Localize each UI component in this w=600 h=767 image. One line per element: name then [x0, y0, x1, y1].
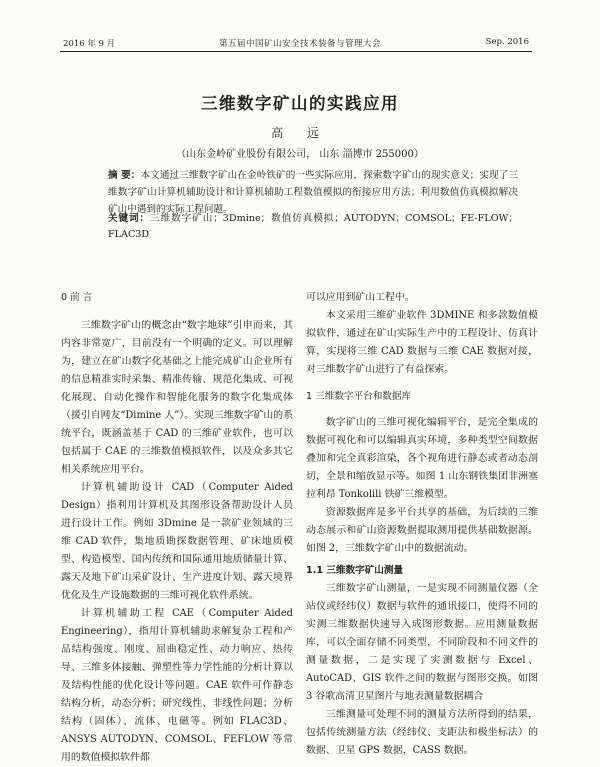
keywords-text: 三维数字矿山；3Dmine；数值仿真模拟；AUTODYN；COMSOL；FE-FLOW；FLAC3D [108, 213, 519, 240]
paper-title: 三维数字矿山的实践应用 [201, 94, 399, 113]
paragraph: 资源数据库是多平台共享的基础，为后续的三维动态展示和矿山资源数据提取测用提供基础数据源。如图 2，三维数字矿山中的数据流动。 [306, 507, 538, 554]
subsection-heading-1-1: 1.1 三维数字矿山测量 [306, 565, 404, 576]
running-header [0, 0, 600, 52]
paragraph: 计算机辅助工程 CAE（Computer Aided Engineering），指用计算机辅助求解复杂工程和产品结构强度、刚度、屈曲稳定性、动力响应、热传导、三维多体接触、弹塑性等力学性能的分析计算以及结构性能的优化设计等问题。CAE 软件可作静态结构分析，动态分析；研究线性、非线性问题；分析结构（固体）、流体、电磁等。例如 FLAC3D、ANSYS AUTODYN、COMSOL、FEFLOW 等常用的数值模拟软件都 [61, 608, 293, 763]
header-rule [60, 51, 532, 52]
section-heading-intro: 0 前 言 [61, 292, 93, 303]
left-column [61, 289, 293, 767]
keywords-label: 关键词： [108, 213, 151, 224]
keywords [108, 211, 518, 243]
paragraph: 可以应用到矿山工程中。 [306, 292, 415, 303]
abstract-label: 摘 要： [108, 170, 141, 181]
header-date: 2016 年 9 月 [63, 39, 116, 49]
paragraph: 三维数字矿山的概念由“数字地球”引申而来，其内容非常宽广，目前没有一个明确的定义。可以理解为，建立在矿山数字化基础之上能完成矿山企业所有的信息精准实时采集、精准传输、规范化集成、可视化展现、自动化操作和智能化服务的数字化集成体（援引自网友“Dimine 人”）。实现三维数字矿山的系统平台，既涵盖基于 CAD 的三维矿业软件，也可以包括属于 CAE 的三维数值模拟软件，以及众多其它相关系统应用平台。 [61, 320, 293, 475]
section-heading-1: 1 三维数字平台和数据库 [306, 391, 412, 402]
paragraph: 计算机辅助设计 CAD（Computer Aided Design）指利用计算机及其图形设备帮助设计人员进行设计工作。例如 3Dmine 是一款矿业领域的三维 CAD 软件，集地质勘探数据管理、矿床地质模型、构造模型、国内传统和国际通用地质储量计算、露天及地下矿山采矿设计、生产进度计划、露天境界优化及生产设施数据的三维可视化软件系统。 [61, 482, 293, 601]
paragraph: 本文采用三维矿业软件 3DMINE 和多款数值模拟软件，通过在矿山实际生产中的工程设计、仿真计算，实现将三维 CAD 数据与三维 CAE 数据对接，对三维数字矿山进行了有益探索。 [306, 310, 538, 375]
abstract-text: 本文通过三维数字矿山在金岭铁矿的一些实际应用，探索数字矿山的现实意义；实现了三维数字矿山计算机辅助设计和计算机辅助工程数值模拟的衔接应用方法；利用数值仿真模拟解决矿山中遇到的实际工程问题。 [108, 170, 519, 215]
paragraph: 三维测量可处理不同的测量方法所得到的结果，包括传统测量方法（经纬仪、支距法和极坐标法）的数据、卫星 GPS 数据，CASS 数据。 [306, 709, 538, 756]
paragraph: 三维数字矿山测量，一是实现不同测量仪器（全站仪或经纬仪）数据与软件的通讯接口，使得不同的实测三维数据快速导入成图形数据。应用测量数据库，可以全面存储不同类型，不同阶段和不同文件的测量数据，二是实现了实测数据与 Excel、AutoCAD、GIS 软件之间的数据与图形交换。如图 3 谷歌高清卫星图片与地表测量数据耦合 [306, 583, 538, 702]
header-conference: 第五届中国矿山安全技术装备与管理大会 [218, 39, 381, 49]
author: 高 远 [271, 126, 329, 140]
affiliation: （山东金岭矿业股份有限公司， 山东 淄博市 255000） [176, 149, 424, 160]
paragraph: 数字矿山的三维可视化编辑平台，是完全集成的数据可视化和可以编辑真实环境，多种类型空间数据叠加和完全真彩渲染，各个视角进行静态或者动态剖切，全景和缩放显示等。如图 1 山东钢铁集团非洲塞拉利昂 Tonkolili 铁矿三维模型。 [306, 417, 538, 500]
right-column [306, 289, 538, 760]
header-date-en: Sep. 2016 [485, 37, 529, 47]
